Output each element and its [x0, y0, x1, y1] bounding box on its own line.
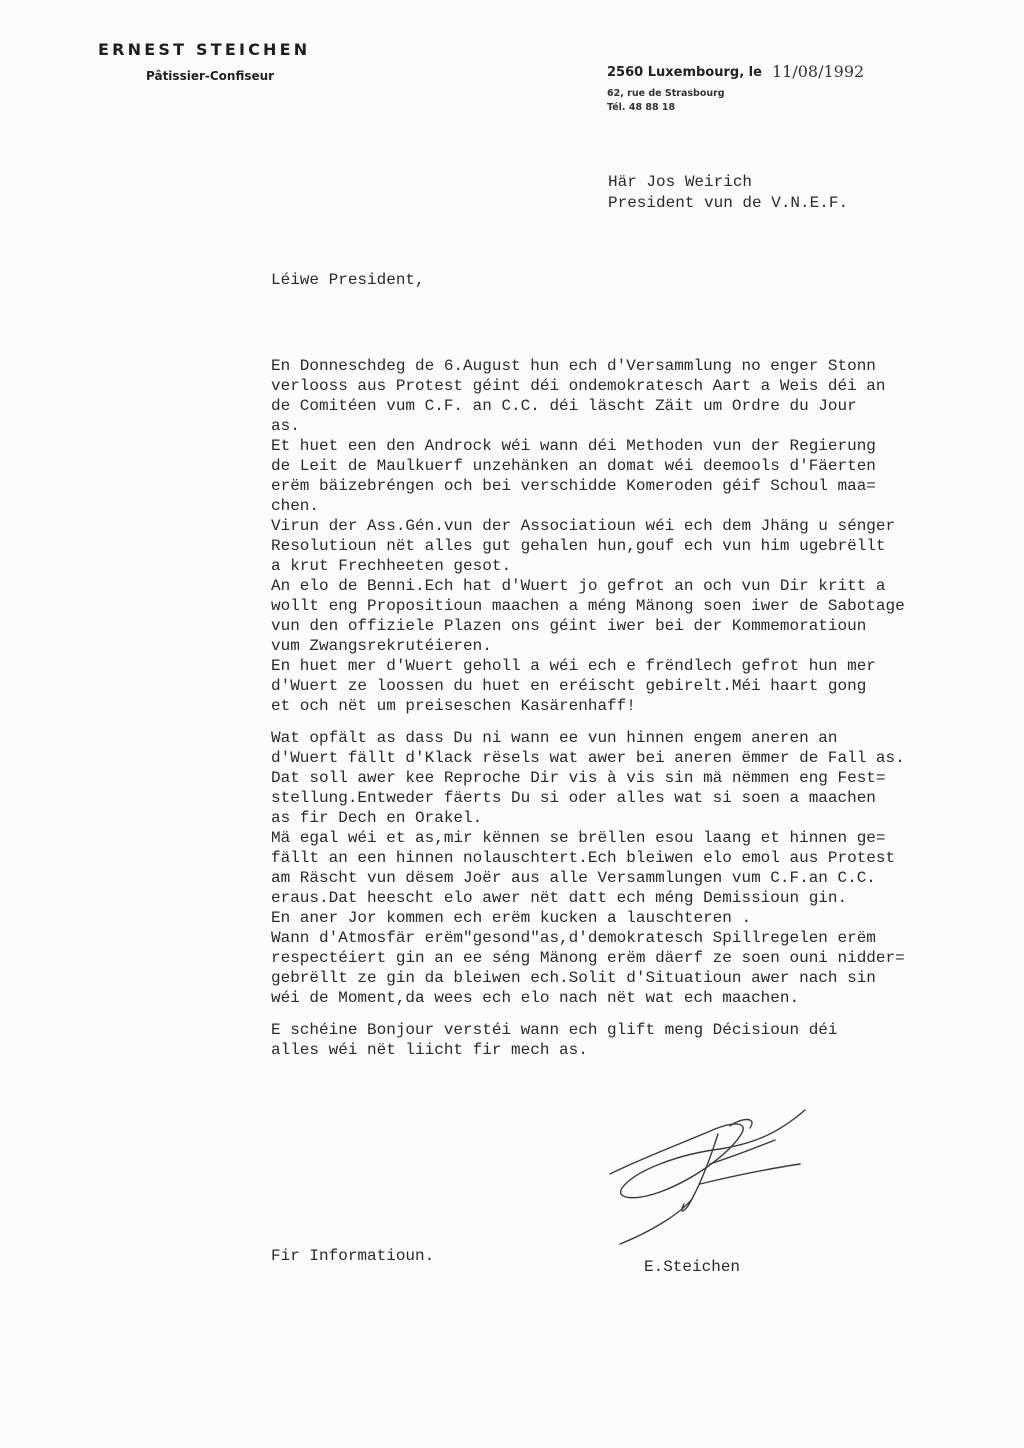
footnote: Fir Informatioun. [271, 1247, 435, 1265]
letter-body [271, 356, 971, 1060]
body-line: et och nët um preiseschen Kasärenhaff! [271, 697, 636, 715]
body-line: de Comitéen vum C.F. an C.C. déi läscht Zäit um Ordre du Jour [271, 397, 857, 415]
letterhead-name: ERNEST STEICHEN [98, 40, 311, 59]
letterhead-telephone: Tél. 48 88 18 [607, 102, 676, 113]
body-line: wollt eng Propositioun maachen a méng Mänong soen iwer de Sabotage [271, 597, 905, 615]
body-line: as fir Dech en Orakel. [271, 809, 483, 827]
body-line: alles wéi nët liicht fir mech as. [271, 1041, 588, 1059]
body-line: An elo de Benni.Ech hat d'Wuert jo gefrot an och vun Dir kritt a [271, 577, 886, 595]
body-line: Wann d'Atmosfär erëm"gesond"as,d'demokratesch Spillregelen erëm [271, 929, 876, 947]
body-line: En Donneschdeg de 6.August hun ech d'Versammlung no enger Stonn [271, 357, 876, 375]
body-line: vum Zwangsrekrutéieren. [271, 637, 492, 655]
body-line: am Räscht vun dësem Joër aus alle Versammlungen vum C.F.an C.C. [271, 869, 876, 887]
recipient-line: Här Jos Weirich [608, 173, 753, 191]
body-line: vun den offiziele Plazen ons géint iwer bei der Kommemoratioun [271, 617, 867, 635]
signature-name: E.Steichen [644, 1258, 741, 1276]
letterhead-street: 62, rue de Strasbourg [607, 88, 725, 99]
body-line: respectéiert gin an ee séng Mänong erëm däerf ze soen ouni nidder= [271, 949, 905, 967]
body-line: En huet mer d'Wuert geholl a wéi ech e frëndlech gefrot hun mer [271, 657, 876, 675]
body-line: erëm bäizebréngen och bei verschidde Komeroden géif Schoul maa= [271, 477, 876, 495]
body-line: d'Wuert fällt d'Klack rësels wat awer bei aneren ëmmer de Fall as. [271, 749, 905, 767]
body-line: verlooss aus Protest géint déi ondemokratesch Aart a Weis déi an [271, 377, 886, 395]
paragraph-gap [271, 716, 971, 728]
recipient-block [608, 172, 848, 214]
body-line: de Leit de Maulkuerf unzehänken an domat wéi deemools d'Fäerten [271, 457, 876, 475]
body-line: En aner Jor kommen ech erëm kucken a lauschteren . [271, 909, 752, 927]
salutation: Léiwe President, [271, 271, 425, 289]
body-line: stellung.Entweder fäerts Du si oder alles wat si soen a maachen [271, 789, 876, 807]
letterhead-trade: Pâtissier-Confiseur [146, 69, 275, 83]
body-line: Mä egal wéi et as,mir kënnen se brëllen esou laang et hinnen ge= [271, 829, 886, 847]
body-line: Dat soll awer kee Reproche Dir vis à vis sin mä nëmmen eng Fest= [271, 769, 886, 787]
body-line: gebrëllt ze gin da bleiwen ech.Solit d'Situatioun awer nach sin [271, 969, 876, 987]
body-line: Virun der Ass.Gén.vun der Associatioun wéi ech dem Jhäng u sénger [271, 517, 896, 535]
body-line: a krut Frechheeten gesot. [271, 557, 512, 575]
letter-date: 11/08/1992 [772, 62, 865, 81]
body-line: Et huet een den Androck wéi wann déi Methoden vun der Regierung [271, 437, 876, 455]
paragraph-gap [271, 1008, 971, 1020]
recipient-line: President vun de V.N.E.F. [608, 194, 849, 212]
body-line: fällt an een hinnen nolauschtert.Ech bleiwen elo emol aus Protest [271, 849, 896, 867]
body-line: wéi de Moment,da wees ech elo nach nët wat ech maachen. [271, 989, 800, 1007]
letterhead-place: 2560 Luxembourg, le [607, 65, 762, 80]
body-line: as. [271, 417, 300, 435]
body-line: chen. [271, 497, 320, 515]
body-line: E schéine Bonjour verstéi wann ech glift meng Décisioun déi [271, 1021, 838, 1039]
handwritten-signature [600, 1104, 820, 1254]
body-line: d'Wuert ze loossen du huet en eréischt gebirelt.Méi haart gong [271, 677, 867, 695]
body-line: Wat opfält as dass Du ni wann ee vun hinnen engem aneren an [271, 729, 838, 747]
body-line: eraus.Dat heescht elo awer nët datt ech méng Demissioun gin. [271, 889, 848, 907]
body-line: Resolutioun nët alles gut gehalen hun,gouf ech vun him ugebrëllt [271, 537, 886, 555]
